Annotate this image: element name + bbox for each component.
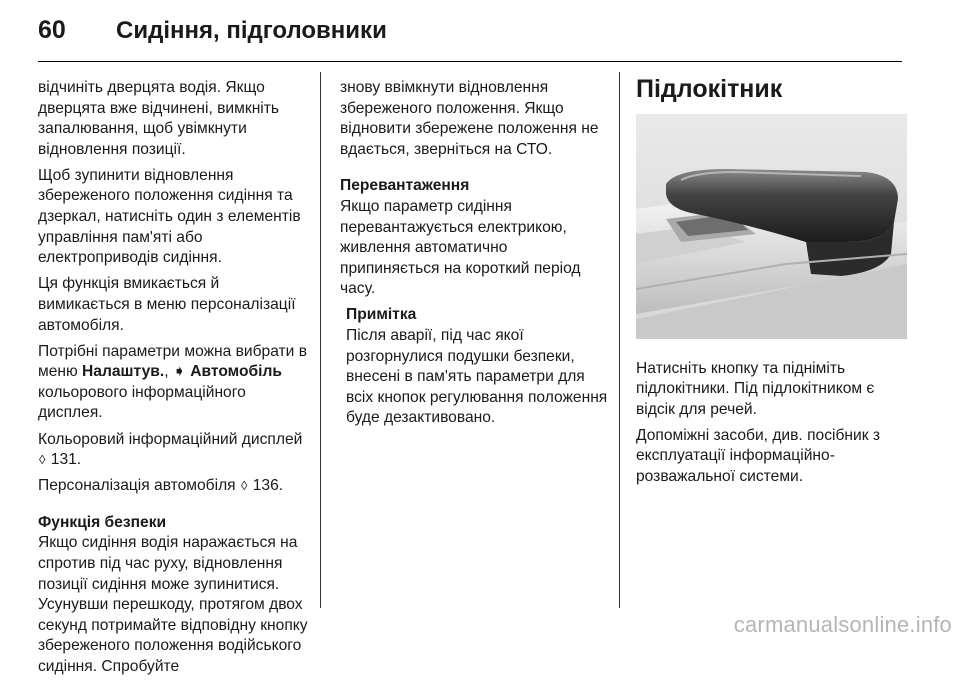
text: Потрібні параметри можна вибрати в меню xyxy=(38,342,308,381)
page-number: 60 xyxy=(38,16,66,44)
column-2 xyxy=(340,78,608,429)
page-title: Сидіння, підголовники xyxy=(116,17,387,44)
paragraph: Ця функція вмикається й вимикається в меню персоналізації автомобіля. xyxy=(38,275,296,334)
reference-text: Кольоровий інформаційний дисплей xyxy=(38,430,303,448)
note-box xyxy=(340,305,608,429)
column-3 xyxy=(636,74,906,493)
paragraph: Натисніть кнопку та підніміть підлокітники. Під підлокітником є відсік для речей. xyxy=(636,359,875,418)
subheading-overload: Перевантаження xyxy=(340,177,470,195)
note-text: Після аварії, під час якої розгорнулися подушки безпеки, внесені в пам'ять параметри для всіх кнопок регулювання положення буде дезактивовано. xyxy=(346,327,608,427)
menu-item-settings: Налаштув. xyxy=(82,363,165,381)
reference-page[interactable]: 136. xyxy=(252,477,284,495)
reference-page[interactable]: 131. xyxy=(50,451,82,469)
text: кольорового інформаційного дисплея. xyxy=(38,383,246,422)
paragraph: знову ввімкнути відновлення збереженого положення. Якщо відновити збережене положення не вдається, зверніться на СТО. xyxy=(340,79,599,158)
paragraph: Якщо параметр сидіння перевантажується електрикою, живлення автоматично припиняється на короткий період часу. xyxy=(340,197,581,298)
arrow-right-icon: ➧ xyxy=(172,363,186,381)
cross-reference xyxy=(38,476,308,497)
watermark-text: carmanualsonline.info xyxy=(733,612,952,637)
cross-reference xyxy=(38,430,308,471)
section-title: Підлокітник xyxy=(636,75,783,103)
column-1 xyxy=(38,78,308,683)
separator: , xyxy=(164,363,173,381)
paragraph: відчиніть дверцята водія. Якщо дверцята вже відчинені, вимкніть запалювання, щоб увімкнути відновлення позиції. xyxy=(38,79,280,158)
menu-item-vehicle: Автомобіль xyxy=(190,363,282,381)
page-header xyxy=(38,16,387,56)
reference-text: Персоналізація автомобіля xyxy=(38,477,240,495)
paragraph: Якщо сидіння водія наражається на спротив під час руху, відновлення позиції сидіння може зупинитися. Усунувши перешкоду, протягом двох секунд потримайте відповідну кнопку збереженого положення водійського сидіння. Спробуйте xyxy=(38,534,308,675)
paragraph: Допоміжні засоби, див. посібник з експлуатації інформаційно-розважальної системи. xyxy=(636,426,881,486)
header-rule xyxy=(38,61,902,62)
paragraph: Щоб зупинити відновлення збереженого положення сидіння та дзеркал, натисніть один з елементів управління пам'яті або електроприводів сидіння. xyxy=(38,166,301,267)
reference-triangle-icon: ◊ xyxy=(240,478,248,494)
note-title: Примітка xyxy=(346,306,417,324)
armrest-illustration xyxy=(636,114,907,339)
subheading-safety: Функція безпеки xyxy=(38,513,167,531)
reference-triangle-icon: ◊ xyxy=(39,452,46,468)
column-divider xyxy=(619,72,620,608)
menu-paragraph xyxy=(38,342,308,424)
column-divider xyxy=(320,72,321,608)
